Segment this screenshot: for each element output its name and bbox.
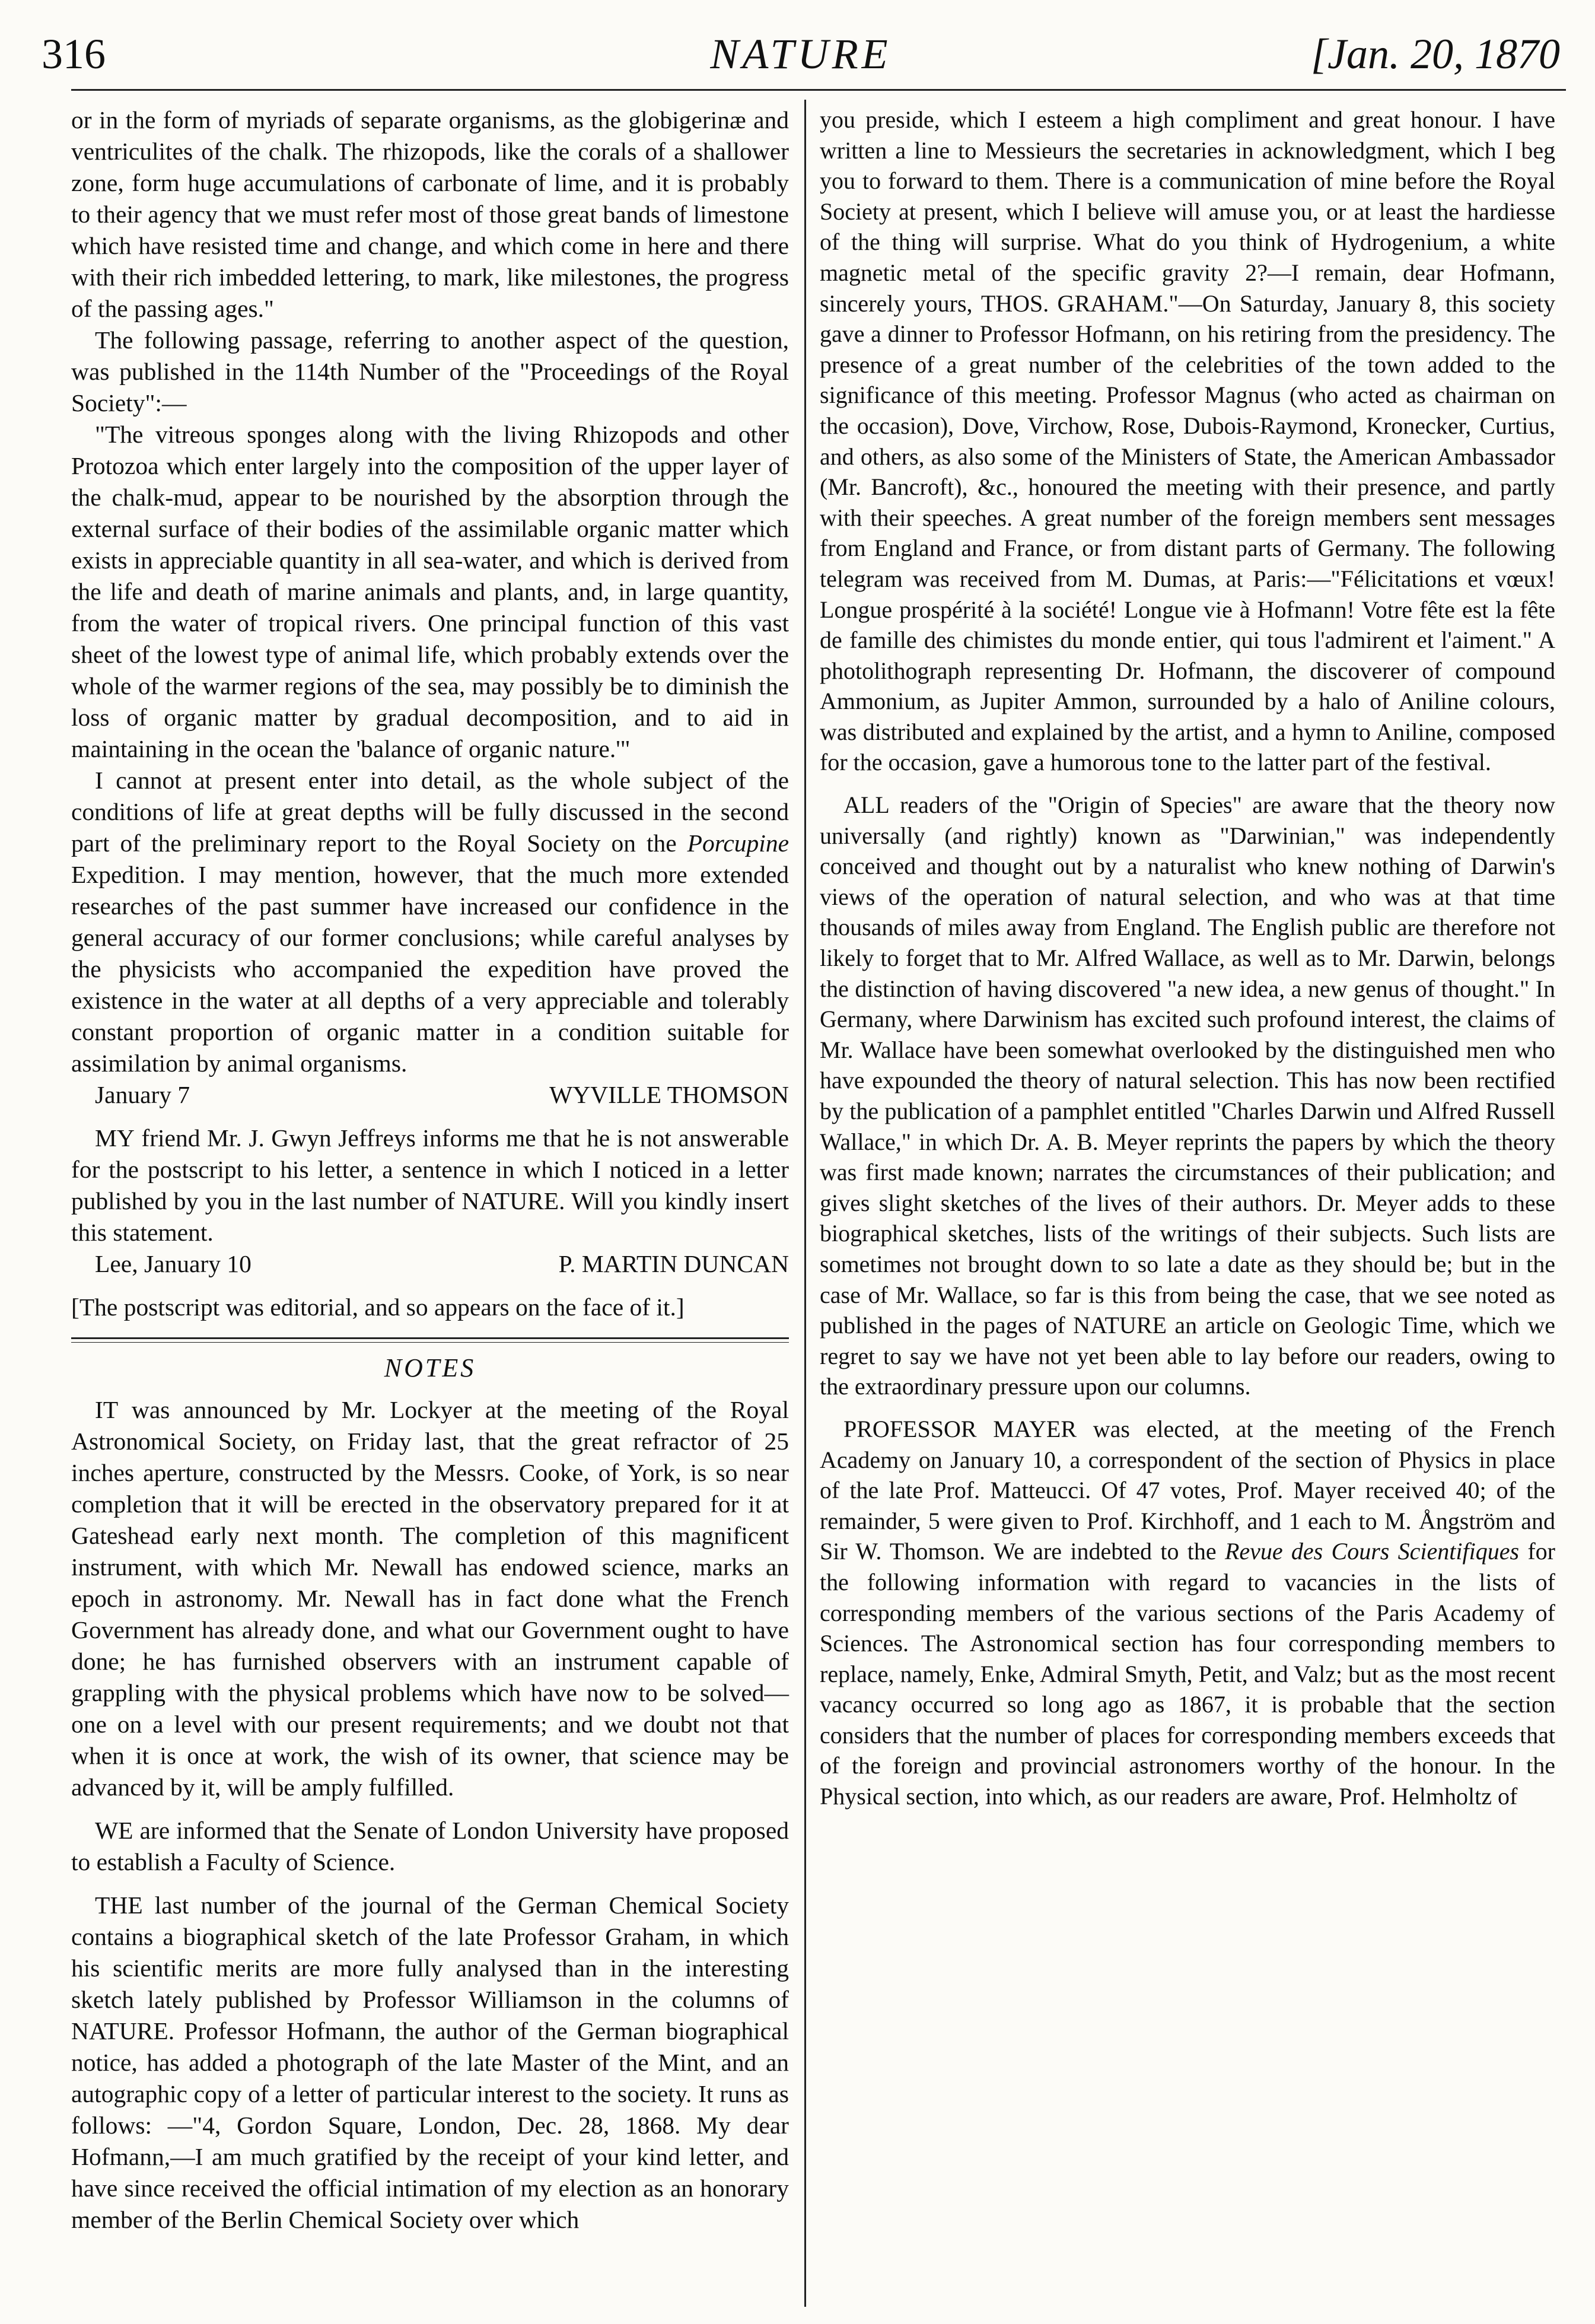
journal-title: NATURE xyxy=(710,30,892,78)
signature-date: January 7 xyxy=(95,1081,190,1108)
note-paragraph: IT was announced by Mr. Lockyer at the meeting of the Royal Astronomical Society, on Friday last, that the great refractor of 25 inches aperture, constructed by the Messrs. Cooke, of York, is so near completion that it will be erected in the observatory prepared for it at Gateshead early next month. The completion of this magnificent instrument, with which Mr. Newall has endowed science, marks an epoch in astronomy. Mr. Newall has in fact done what the French Government has already done, and what our Government ought to have done; he has furnished observers with an instrument capable of grappling with the physical problems which have now to be solved—one on a level with our present requirements; and we doubt not that when it is once at work, the wish of its owner, that science may be advanced by it, will be amply fulfilled. xyxy=(71,1396,789,1801)
signature-name: WYVILLE THOMSON xyxy=(549,1081,789,1108)
paragraph: The following passage, referring to another aspect of the question, was published in the 114th Number of the "Proceedings of the Royal Society":— xyxy=(71,326,789,417)
page-header xyxy=(42,24,1560,83)
signature-place: Lee, January 10 xyxy=(95,1250,251,1277)
note-paragraph: PROFESSOR MAYER was elected, at the meeting of the French Academy on January 10, a correspondent of the section of Physics in place of the late Prof. Matteucci. Of 47 votes, Prof. Mayer received 40; of the remainder, 5 were given to Prof. Kirchhoff, and 1 each to M. Ångström and Sir W. Thomson. We are indebted to the Revue des Cours Scientifiques for the following information with regard to vacancies in the lists of corresponding members of the various sections of the Paris Academy of Sciences. The Astronomical section has four corresponding members to replace, namely, Enke, Admiral Smyth, Petit, and Valz; but as the most recent vacancy occurred so long ago as 1867, it is probable that the section considers that the number of places for corresponding members exceeds that of the foreign and provincial astronomers worthy of the honour. In the Physical section, into which, as our readers are aware, Prof. Helmholtz of xyxy=(820,1415,1556,1810)
section-rule xyxy=(71,1337,789,1343)
column-rule xyxy=(804,100,806,2307)
notes-heading: NOTES xyxy=(384,1353,476,1382)
note-paragraph: WE are informed that the Senate of London University have proposed to establish a Faculty of Science. xyxy=(71,1817,789,1875)
paragraph: or in the form of myriads of separate organisms, as the globigerinæ and ventriculites of the chalk. The rhizopods, like the corals of a shallower zone, form huge accumulations of carbonate of lime, and it is probably to their agency that we must refer most of those great bands of limestone which have resisted time and change, and which come in here and there with their rich imbedded lettering, to mark, like milestones, the progress of the passing ages." xyxy=(71,106,789,322)
header-rule xyxy=(71,89,1566,91)
right-column xyxy=(820,104,1555,1812)
paragraph: I cannot at present enter into detail, as the whole subject of the conditions of life at great depths will be fully discussed in the second part of the preliminary report to the Royal Society on the Porcupine Expedition. I may mention, however, that the much more extended researches of the past summer have increased our confidence in the general accuracy of our former conclusions; while careful analyses by the physicists who accompanied the expedition have proved the existence in the water at all depths of a very appreciable and tolerably constant proportion of organic matter in a condition suitable for assimilation by animal organisms. xyxy=(71,767,789,1077)
paragraph: you preside, which I esteem a high compliment and great honour. I have written a line to Messieurs the secretaries in acknowledgment, which I beg you to forward to them. There is a communication of mine before the Royal Society at present, which I believe will amuse you, or at least the hardiesse of the thing will surprise. What do you think of Hydrogenium, a white magnetic metal of the specific gravity 2?—I remain, dear Hofmann, sincerely yours, THOS. GRAHAM."—On Saturday, January 8, this society gave a dinner to Professor Hofmann, on his retiring from the presidency. The presence of a great number of the celebrities of the town added to the significance of this meeting. Professor Magnus (who acted as chairman on the occasion), Dove, Virchow, Rose, Dubois-Raymond, Kronecker, Curtius, and others, as also some of the Ministers of State, the American Ambassador (Mr. Bancroft), &c., honoured the meeting with their presence, and partly with their speeches. A great number of the foreign members sent messages from England and France, or from distant parts of Germany. The following telegram was received from M. Dumas, at Paris:—"Félicitations et vœux! Longue prospérité à la société! Longue vie à Hofmann! Votre fête est la fête de famille des chimistes du monde entier, qui tous l'admirent et l'aiment." A photolithograph representing Dr. Hofmann, the discoverer of compound Ammonium, as Jupiter Ammon, surrounded by a halo of Aniline colours, was distributed and explained by the artist, and a hymn to Aniline, composed for the occasion, gave a humorous tone to the latter part of the festival. xyxy=(820,106,1556,776)
signature xyxy=(71,1079,789,1111)
note-paragraph: ALL readers of the "Origin of Species" are aware that the theory now universally (and rightly) known as "Darwinian," was independently conceived and thought out by a naturalist who knew nothing of Darwin's views of the operation of natural selection, and who was at that time thousands of miles away from England. The English public are therefore not likely to forget that to Mr. Alfred Wallace, as well as to Mr. Darwin, belongs the distinction of having discovered "a new idea, a new genus of thought." In Germany, where Darwinism has excited such profound interest, the claims of Mr. Wallace have been somewhat overlooked by the distinguished men who have expounded the theory of natural selection. This has now been rectified by the publication of a pamphlet entitled "Charles Darwin und Alfred Russell Wallace," in which Dr. A. B. Meyer reprints the papers by which the theory was first made known; narrates the circumstances of their publication; and gives slight sketches of the lives of their authors. Dr. Meyer adds to these biographical sketches, lists of the writings of their subjects. Such lists are sometimes not brought down to so late a date as they should be; but in the case of Mr. Wallace, so far is this from being the case, that we see noted as published in the pages of NATURE an article on Geologic Time, which we regret to say we have not yet been able to lay before our readers, owing to the extraordinary pressure upon our columns. xyxy=(820,791,1556,1400)
note-paragraph: THE last number of the journal of the German Chemical Society contains a biographical sketch of the late Professor Graham, in which his scientific merits are more fully analysed than in the interesting sketch lately published by Professor Williamson in the columns of NATURE. Professor Hofmann, the author of the German biographical notice, has added a photograph of the late Master of the Mint, and an autographic copy of a letter of particular interest to the society. It runs as follows: —"4, Gordon Square, London, Dec. 28, 1868. My dear Hofmann,—I am much gratified by the receipt of your kind letter, and have since received the official intimation of my election as an honorary member of the Berlin Chemical Society over which xyxy=(71,1891,789,2233)
left-column xyxy=(71,104,789,2236)
paragraph: MY friend Mr. J. Gwyn Jeffreys informs me that he is not answerable for the postscript to his letter, a sentence in which I noticed in a letter published by you in the last number of NATURE. Will you kindly insert this statement. xyxy=(71,1124,789,1246)
page-number: 316 xyxy=(42,30,106,78)
signature xyxy=(71,1248,789,1280)
quotation: "The vitreous sponges along with the living Rhizopods and other Protozoa which enter largely into the composition of the upper layer of the chalk-mud, appear to be nourished by the absorption through the external surface of their bodies of the assimilable organic matter which exists in appreciable quantity in all sea-water, and which is derived from the life and death of marine animals and plants, and, in large quantity, from the water of tropical rivers. One principal function of this vast sheet of the lowest type of animal life, which probably extends over the whole of the warmer regions of the sea, may possibly be to diminish the loss of organic matter by gradual decomposition, and to aid in maintaining in the ocean the 'balance of organic nature.'" xyxy=(71,421,789,762)
editorial-note: [The postscript was editorial, and so appears on the face of it.] xyxy=(71,1293,685,1321)
signature-name: P. MARTIN DUNCAN xyxy=(558,1250,789,1277)
issue-date: [Jan. 20, 1870 xyxy=(1311,30,1560,78)
